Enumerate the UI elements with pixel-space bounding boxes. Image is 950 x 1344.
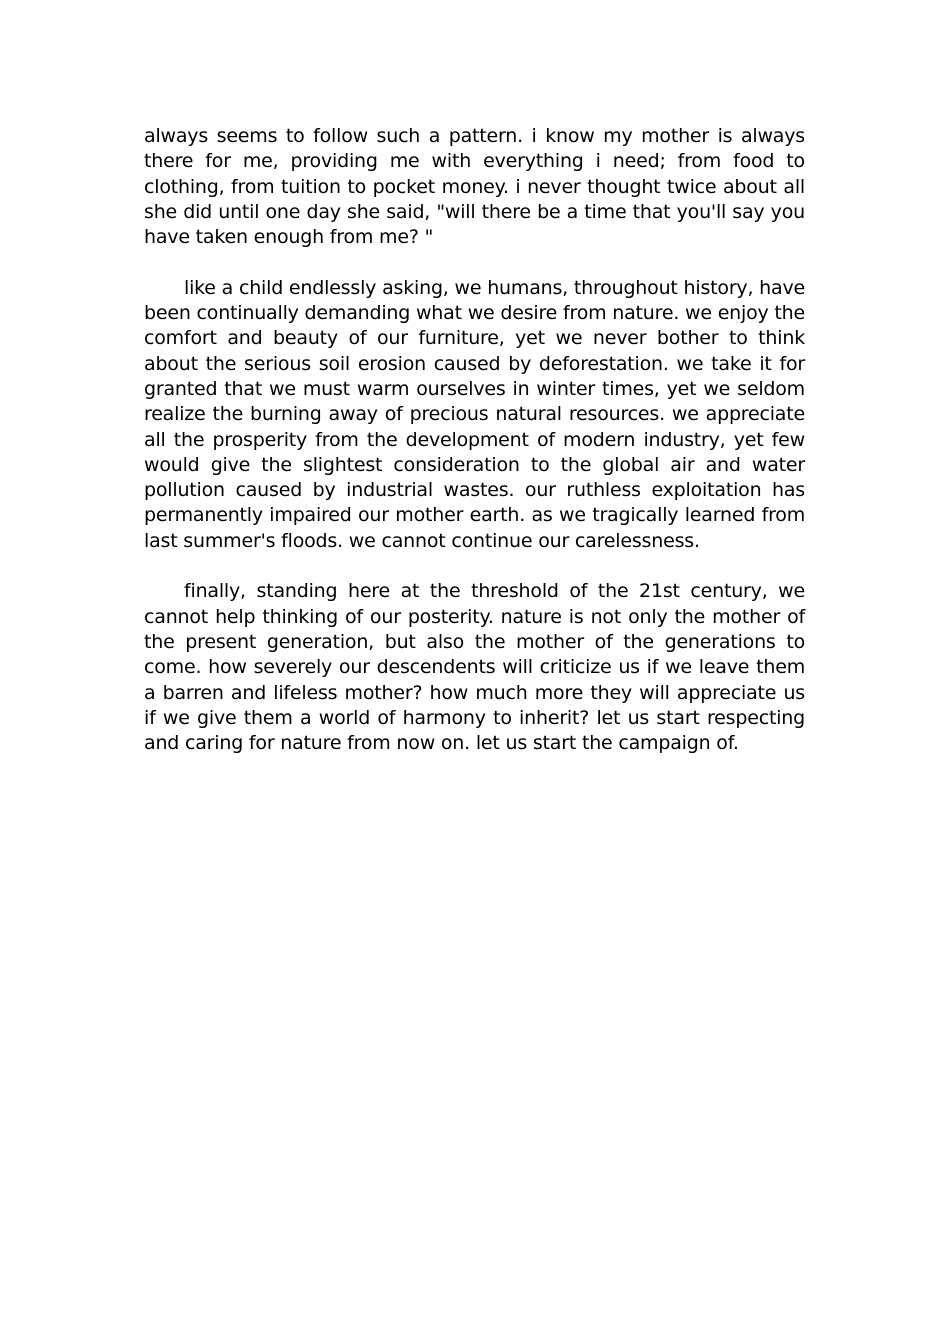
paragraph-3: finally, standing here at the threshold of the 21st century, we cannot help thinking of our posterity. nature is not only the mother of the present generation, but also the mother of the generations to come. how severely our descendents will criticize us if we leave them a barren and lifeless mother? how much more they will appreciate us if we give them a world of harmony to inherit? let us start respecting and caring for nature from now on. let us start the campaign of.	[144, 580, 805, 755]
document-page	[144, 124, 805, 782]
paragraph-2: like a child endlessly asking, we humans, throughout history, have been continually demanding what we desire from nature. we enjoy the comfort and beauty of our furniture, yet we never bother to think about the serious soil erosion caused by deforestation. we take it for granted that we must warm ourselves in winter times, yet we seldom realize the burning away of precious natural resources. we appreciate all the prosperity from the development of modern industry, yet few would give the slightest consideration to the global air and water pollution caused by industrial wastes. our ruthless exploitation has permanently impaired our mother earth. as we tragically learned from last summer's floods. we cannot continue our carelessness.	[144, 276, 805, 552]
paragraph-1: always seems to follow such a pattern. i know my mother is always there for me, providing me with everything i need; from food to clothing, from tuition to pocket money. i never thought twice about all she did until one day she said, "will there be a time that you'll say you have taken enough from me? "	[144, 125, 805, 249]
